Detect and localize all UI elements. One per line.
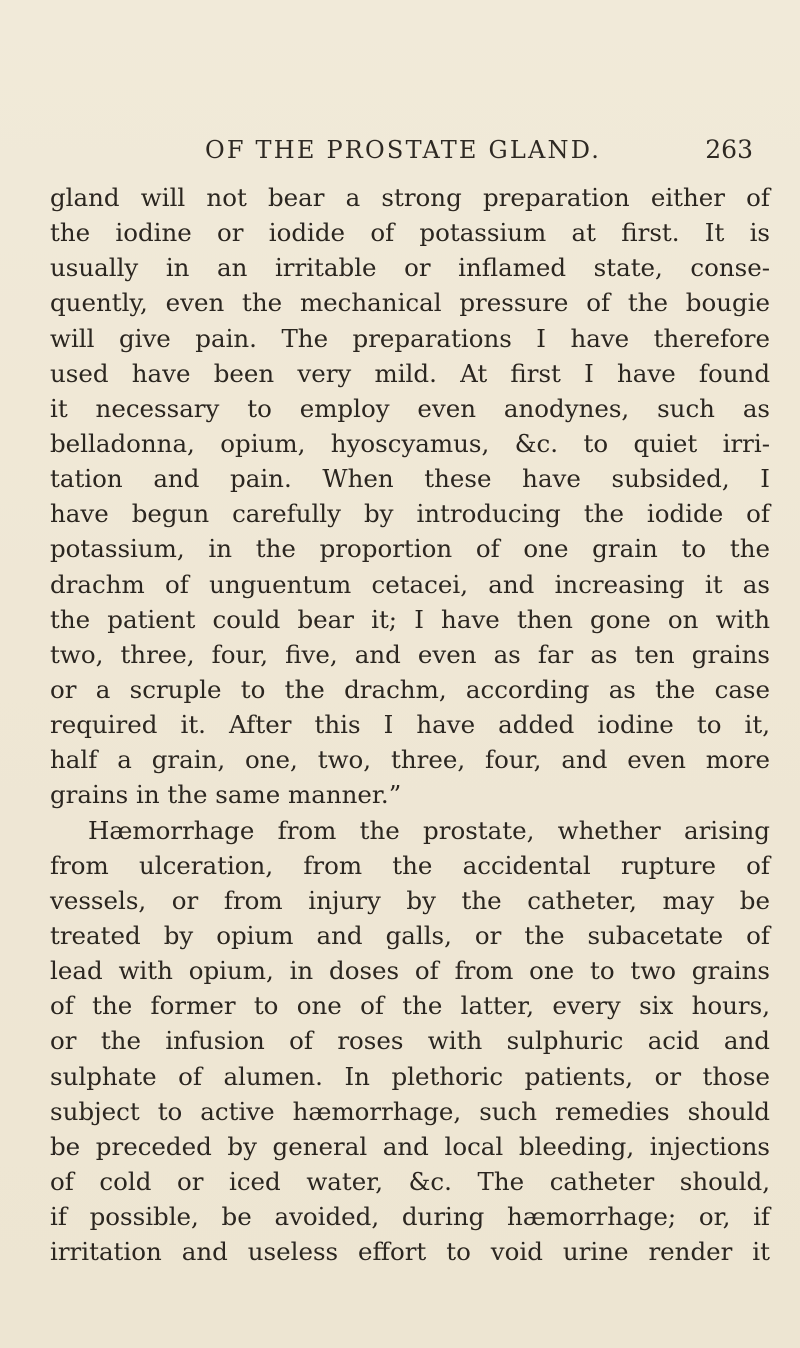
text-line: the patient could bear it; I have then gone on with — [50, 604, 770, 634]
text-line: of cold or iced water, &c. The catheter should, — [50, 1166, 770, 1196]
body-text — [50, 180, 770, 1269]
page-number: 263 — [705, 135, 753, 164]
text-line: of the former to one of the latter, every six hours, — [50, 991, 770, 1021]
text-line: used have been very mild. At first I have found — [50, 358, 770, 388]
text-line: half a grain, one, two, three, four, and even more — [50, 745, 770, 775]
text-line: lead with opium, in doses of from one to two grains — [50, 956, 770, 986]
text-line: usually in an irritable or inflamed state, conse- — [50, 253, 770, 283]
text-line: have begun carefully by introducing the iodide of — [50, 499, 770, 529]
text-line: be preceded by general and local bleeding, injections — [50, 1131, 770, 1161]
paragraph-start-line: Hæmorrhage from the prostate, whether arising — [88, 815, 770, 845]
text-line: sulphate of alumen. In plethoric patients, or those — [50, 1061, 770, 1091]
text-line: gland will not bear a strong preparation either of — [50, 183, 770, 212]
text-line: two, three, four, five, and even as far as ten grains — [50, 639, 770, 669]
text-line: or a scruple to the drachm, according as the case — [50, 674, 770, 704]
text-line: if possible, be avoided, during hæmorrhage; or, if — [50, 1202, 770, 1232]
text-line: or the infusion of roses with sulphuric acid and — [50, 1026, 770, 1056]
text-line: belladonna, opium, hyoscyamus, &c. to quiet irri- — [50, 428, 770, 458]
text-line: potassium, in the proportion of one grain to the — [50, 534, 770, 564]
text-line: irritation and useless effort to void urine render it — [50, 1237, 770, 1267]
running-head — [0, 132, 800, 168]
text-line: drachm of unguentum cetacei, and increasing it as — [50, 569, 770, 599]
text-line: vessels, or from injury by the catheter, may be — [50, 885, 770, 915]
text-line: will give pain. The preparations I have therefore — [50, 323, 770, 353]
text-line: grains in the same manner.” — [50, 780, 402, 810]
text-line: required it. After this I have added iodine to it, — [50, 710, 770, 740]
text-line: it necessary to employ even anodynes, such as — [50, 393, 770, 423]
text-line: subject to active hæmorrhage, such remedies should — [50, 1096, 770, 1126]
text-line: the iodine or iodide of potassium at first. It is — [50, 218, 770, 248]
text-line: quently, even the mechanical pressure of the bougie — [50, 288, 770, 318]
text-line: from ulceration, from the accidental rupture of — [50, 850, 770, 880]
text-line: tation and pain. When these have subsided, I — [50, 464, 770, 494]
running-title: OF THE PROSTATE GLAND. — [205, 136, 602, 164]
text-line: treated by opium and galls, or the subacetate of — [50, 920, 770, 950]
